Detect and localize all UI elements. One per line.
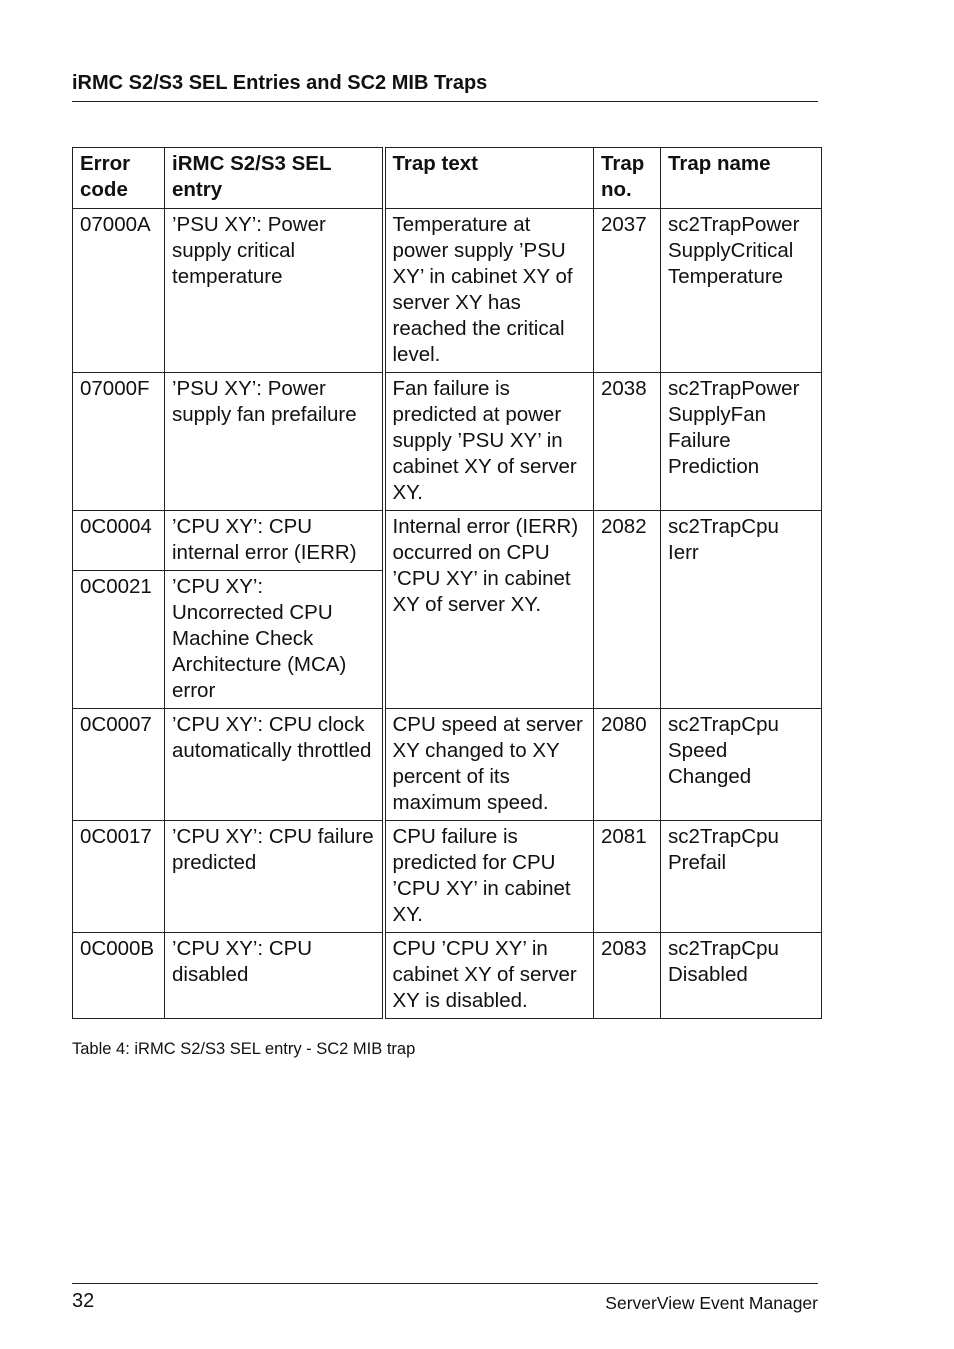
error-code-cell: 07000A — [73, 209, 165, 373]
trap-text-cell: Internal error (IERR) occurred on CPU ’CPU XY’ in cabinet XY of server XY. — [384, 511, 594, 709]
trap-no-cell: 2037 — [594, 209, 661, 373]
column-header-trap-no: Trap no. — [594, 148, 661, 209]
trap-no-cell: 2081 — [594, 821, 661, 933]
table-header-row — [73, 148, 822, 209]
trap-name-cell: sc2TrapCpu Prefail — [661, 821, 822, 933]
trap-no-cell: 2082 — [594, 511, 661, 709]
error-code-cell: 0C0021 — [73, 571, 165, 709]
page-number: 32 — [72, 1290, 95, 1312]
trap-no-cell: 2038 — [594, 373, 661, 511]
trap-text-cell: CPU speed at server XY changed to XY percent of its maximum speed. — [384, 709, 594, 821]
column-header-error-code: Error code — [73, 148, 165, 209]
error-code-cell: 0C000B — [73, 933, 165, 1019]
table-row — [73, 511, 822, 571]
footer-title: ServerView Event Manager — [605, 1293, 818, 1313]
sel-entry-cell: ’CPU XY’: CPU clock automatically throttled — [165, 709, 384, 821]
trap-text-cell: Fan failure is predicted at power supply ’PSU XY’ in cabinet XY of server XY. — [384, 373, 594, 511]
sel-entry-cell: ’CPU XY’: CPU internal error (IERR) — [165, 511, 384, 571]
error-code-cell: 0C0004 — [73, 511, 165, 571]
trap-text-cell: CPU ’CPU XY’ in cabinet XY of server XY is disabled. — [384, 933, 594, 1019]
table-row — [73, 709, 822, 821]
trap-name-cell: sc2TrapCpu Speed Changed — [661, 709, 822, 821]
trap-no-cell: 2080 — [594, 709, 661, 821]
sel-entry-cell: ’CPU XY’: CPU failure predicted — [165, 821, 384, 933]
table-row — [73, 209, 822, 373]
error-code-cell: 0C0017 — [73, 821, 165, 933]
trap-no-cell: 2083 — [594, 933, 661, 1019]
table-caption: Table 4: iRMC S2/S3 SEL entry - SC2 MIB trap — [72, 1040, 416, 1058]
trap-name-cell: sc2TrapPower SupplyFan Failure Prediction — [661, 373, 822, 511]
trap-text-cell: Temperature at power supply ’PSU XY’ in cabinet XY of server XY has reached the critical level. — [384, 209, 594, 373]
column-header-trap-name: Trap name — [661, 148, 822, 209]
sel-entry-cell: ’PSU XY’: Power supply critical temperature — [165, 209, 384, 373]
sel-entry-cell: ’CPU XY’: CPU disabled — [165, 933, 384, 1019]
table-row — [73, 373, 822, 511]
sel-entry-cell: ’PSU XY’: Power supply fan prefailure — [165, 373, 384, 511]
trap-name-cell: sc2TrapPower SupplyCritical Temperature — [661, 209, 822, 373]
footer-rule — [72, 1283, 818, 1284]
sel-entry-cell: ’CPU XY’: Uncorrected CPU Machine Check Architecture (MCA) error — [165, 571, 384, 709]
header-rule — [72, 101, 818, 102]
trap-text-cell: CPU failure is predicted for CPU ’CPU XY’ in cabinet XY. — [384, 821, 594, 933]
page-header-title: iRMC S2/S3 SEL Entries and SC2 MIB Traps — [72, 72, 488, 94]
trap-name-cell: sc2TrapCpu Ierr — [661, 511, 822, 709]
error-code-cell: 07000F — [73, 373, 165, 511]
sel-trap-table — [72, 147, 822, 1019]
table-row — [73, 821, 822, 933]
error-code-cell: 0C0007 — [73, 709, 165, 821]
trap-name-cell: sc2TrapCpu Disabled — [661, 933, 822, 1019]
table-row — [73, 933, 822, 1019]
column-header-sel-entry: iRMC S2/S3 SEL entry — [165, 148, 384, 209]
column-header-trap-text: Trap text — [384, 148, 594, 209]
